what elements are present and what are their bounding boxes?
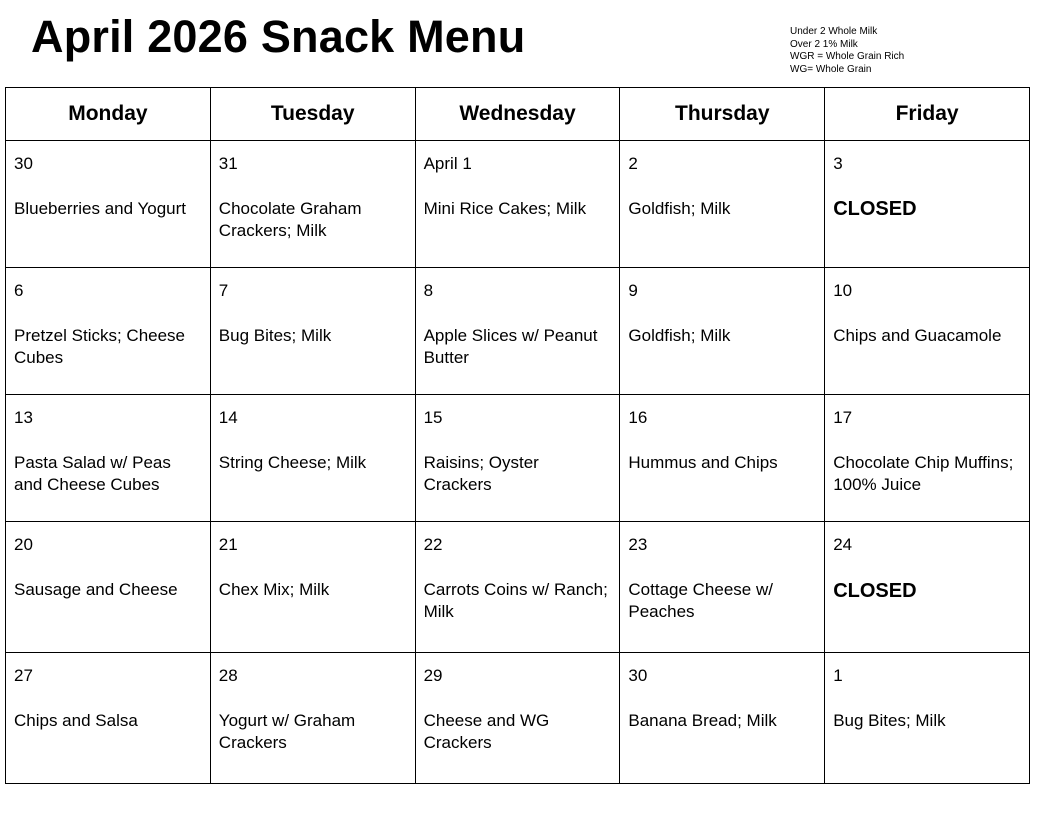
snack-item: Blueberries and Yogurt: [14, 199, 187, 218]
day-cell: [825, 395, 1030, 522]
day-cell: [6, 653, 211, 784]
snack-item: Yogurt w/ Graham Crackers: [218, 711, 356, 752]
legend-line: Over 2 1% Milk: [790, 38, 858, 50]
day-cell: [415, 268, 620, 395]
day-cell: [6, 268, 211, 395]
closed-label: CLOSED: [833, 580, 917, 602]
day-number: 21: [218, 535, 238, 554]
weekday-header-wednesday: Wednesday: [415, 88, 620, 141]
day-number: 27: [14, 666, 33, 685]
snack-item: Carrots Coins w/ Ranch; Milk: [423, 580, 608, 621]
week-row: [6, 653, 1030, 784]
day-number: 15: [423, 408, 443, 427]
day-number: 13: [14, 408, 33, 427]
legend-line: WG= Whole Grain: [790, 64, 872, 76]
week-row: [6, 268, 1030, 395]
weekday-header-monday: Monday: [6, 88, 211, 141]
day-cell: [620, 141, 825, 268]
day-number: 29: [423, 666, 443, 685]
day-number: 1: [833, 666, 843, 685]
weekday-header-thursday: Thursday: [620, 88, 825, 141]
snack-item: Bug Bites; Milk: [833, 711, 946, 730]
snack-item: String Cheese; Milk: [218, 453, 367, 472]
day-cell: [825, 268, 1030, 395]
weekday-header-row: [6, 88, 1030, 141]
day-number: 23: [628, 535, 648, 554]
day-number: 30: [14, 154, 33, 173]
day-number: 31: [218, 154, 238, 173]
snack-calendar: [5, 87, 1030, 784]
closed-label: CLOSED: [833, 198, 917, 220]
legend-line: WGR = Whole Grain Rich: [790, 51, 905, 63]
day-cell: [825, 141, 1030, 268]
snack-item: Chips and Salsa: [14, 711, 138, 730]
week-row: [6, 395, 1030, 522]
snack-item: Raisins; Oyster Crackers: [423, 453, 539, 494]
day-number: 7: [218, 281, 229, 300]
day-number: April 1: [423, 154, 472, 173]
week-row: [6, 522, 1030, 653]
day-number: 28: [218, 666, 238, 685]
day-number: 16: [628, 408, 648, 427]
weekday-header-friday: Friday: [825, 88, 1030, 141]
day-cell: [210, 522, 415, 653]
day-cell: [210, 653, 415, 784]
snack-item: Pasta Salad w/ Peas and Cheese Cubes: [14, 453, 171, 494]
day-number: 6: [14, 281, 24, 300]
day-cell: [620, 653, 825, 784]
snack-item: Mini Rice Cakes; Milk: [423, 199, 587, 218]
snack-item: Apple Slices w/ Peanut Butter: [423, 326, 598, 367]
snack-item: Banana Bread; Milk: [628, 711, 777, 730]
day-number: 10: [833, 281, 853, 300]
day-number: 8: [423, 281, 434, 300]
day-cell: [415, 522, 620, 653]
day-number: 20: [14, 535, 33, 554]
snack-item: Hummus and Chips: [628, 453, 778, 472]
day-number: 2: [628, 154, 638, 173]
snack-item: Chocolate Chip Muffins; 100% Juice: [833, 453, 1014, 494]
day-cell: [6, 522, 211, 653]
day-cell: [825, 653, 1030, 784]
day-number: 3: [833, 154, 843, 173]
day-number: 30: [628, 666, 648, 685]
milk-legend: [790, 26, 904, 77]
day-cell: [6, 141, 211, 268]
page-title: April 2026 Snack Menu: [31, 11, 526, 62]
day-cell: [210, 268, 415, 395]
snack-item: Chocolate Graham Crackers; Milk: [218, 199, 362, 240]
day-number: 24: [833, 535, 853, 554]
day-number: 17: [833, 408, 853, 427]
snack-item: Cheese and WG Crackers: [423, 711, 550, 752]
snack-item: Sausage and Cheese: [14, 580, 178, 599]
day-number: 22: [423, 535, 443, 554]
day-number: 9: [628, 281, 638, 300]
snack-item: Chips and Guacamole: [833, 326, 1002, 345]
day-cell: [825, 522, 1030, 653]
day-cell: [210, 395, 415, 522]
legend-line: Under 2 Whole Milk: [790, 26, 878, 37]
day-cell: [210, 141, 415, 268]
snack-item: Pretzel Sticks; Cheese Cubes: [14, 326, 186, 367]
day-cell: [620, 395, 825, 522]
day-cell: [6, 395, 211, 522]
snack-item: Goldfish; Milk: [628, 326, 731, 345]
snack-item: Cottage Cheese w/ Peaches: [628, 580, 773, 621]
snack-item: Goldfish; Milk: [628, 199, 731, 218]
day-cell: [415, 395, 620, 522]
day-cell: [415, 653, 620, 784]
day-cell: [415, 141, 620, 268]
day-number: 14: [218, 408, 238, 427]
day-cell: [620, 268, 825, 395]
week-row: [6, 141, 1030, 268]
weekday-header-tuesday: Tuesday: [210, 88, 415, 141]
day-cell: [620, 522, 825, 653]
snack-item: Chex Mix; Milk: [218, 580, 330, 599]
snack-item: Bug Bites; Milk: [218, 326, 332, 345]
